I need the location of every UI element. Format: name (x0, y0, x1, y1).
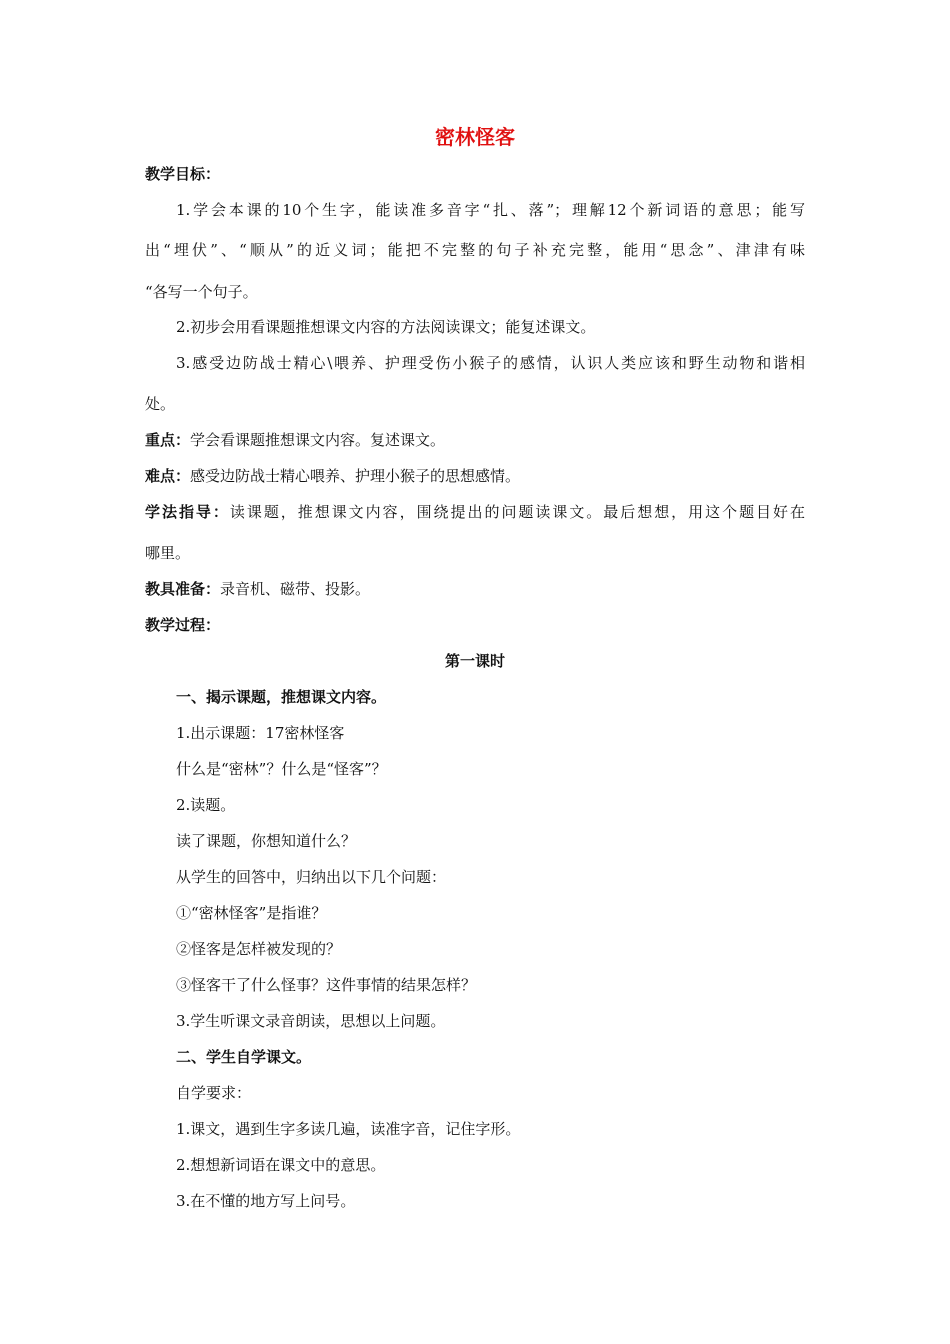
objectives-label: 教学目标： (145, 165, 221, 183)
process-label: 教学过程： (145, 616, 221, 634)
materials-label: 教具准备： (145, 580, 221, 598)
lesson-title: 第一课时 (444, 652, 505, 670)
method-label: 学法指导： (145, 503, 230, 521)
difficulty-text: 感受边防战士精心喂养、护理小猴子的思想感情。 (190, 467, 521, 485)
section-1-heading: 一、揭示课题，推想课文内容。 (176, 688, 387, 706)
difficulty-label: 难点： (145, 467, 191, 485)
section-1-line: 3.学生听课文录音朗读，思想以上问题。 (176, 1012, 446, 1030)
section-1-line: ①“密林怪客”是指谁？ (176, 904, 327, 922)
section-1-line: 读了课题，你想知道什么？ (176, 832, 357, 850)
section-2-heading: 二、学生自学课文。 (176, 1048, 312, 1066)
section-1-line: ②怪客是怎样被发现的？ (176, 940, 342, 958)
document-title: 密林怪客 (435, 125, 515, 149)
section-1-line: ③怪客干了什么怪事？这件事情的结果怎样？ (176, 976, 477, 994)
section-1-line: 从学生的回答中，归纳出以下几个问题： (176, 868, 447, 886)
section-1-line: 什么是“密林”？什么是“怪客”？ (176, 760, 387, 778)
objective-3-line-2: 处。 (145, 395, 176, 413)
section-2-line: 3.在不懂的地方写上问号。 (176, 1192, 356, 1210)
materials-text: 录音机、磁带、投影。 (220, 580, 371, 598)
objective-2: 2.初步会用看课题推想课文内容的方法阅读课文；能复述课文。 (176, 318, 596, 336)
objective-1-line-2: 出“埋伏”、“顺从”的近义词；能把不完整的句子补充完整，能用“思念”、津津有味 (145, 241, 805, 259)
objective-3-line-1: 3.感受边防战士精心\喂养、护理受伤小猴子的感情，认识人类应该和野生动物和谐相 (176, 354, 805, 372)
materials (145, 579, 370, 599)
section-1-line: 2.读题。 (176, 796, 236, 814)
section-2-line: 2.想想新词语在课文中的意思。 (176, 1156, 386, 1174)
objective-1-line-3: “各写一个句子。 (145, 283, 258, 301)
method-line-1 (145, 502, 805, 522)
key-point-label: 重点： (145, 431, 191, 449)
method-text-1: 读课题，推想课文内容，围绕提出的问题读课文。最后想想，用这个题目好在 (229, 503, 805, 521)
section-2-line: 1.课文，遇到生字多读几遍，读准字音，记住字形。 (176, 1120, 521, 1138)
section-1-line: 1.出示课题：17密林怪客 (176, 724, 345, 742)
key-point (145, 430, 445, 450)
objective-1-line-1: 1.学会本课的10个生字，能读准多音字“扎、落”；理解12个新词语的意思；能写 (176, 201, 805, 219)
difficulty (145, 466, 520, 486)
section-2-line: 自学要求： (176, 1084, 252, 1102)
key-point-text: 学会看课题推想课文内容。复述课文。 (190, 431, 446, 449)
method-line-2: 哪里。 (145, 544, 191, 562)
